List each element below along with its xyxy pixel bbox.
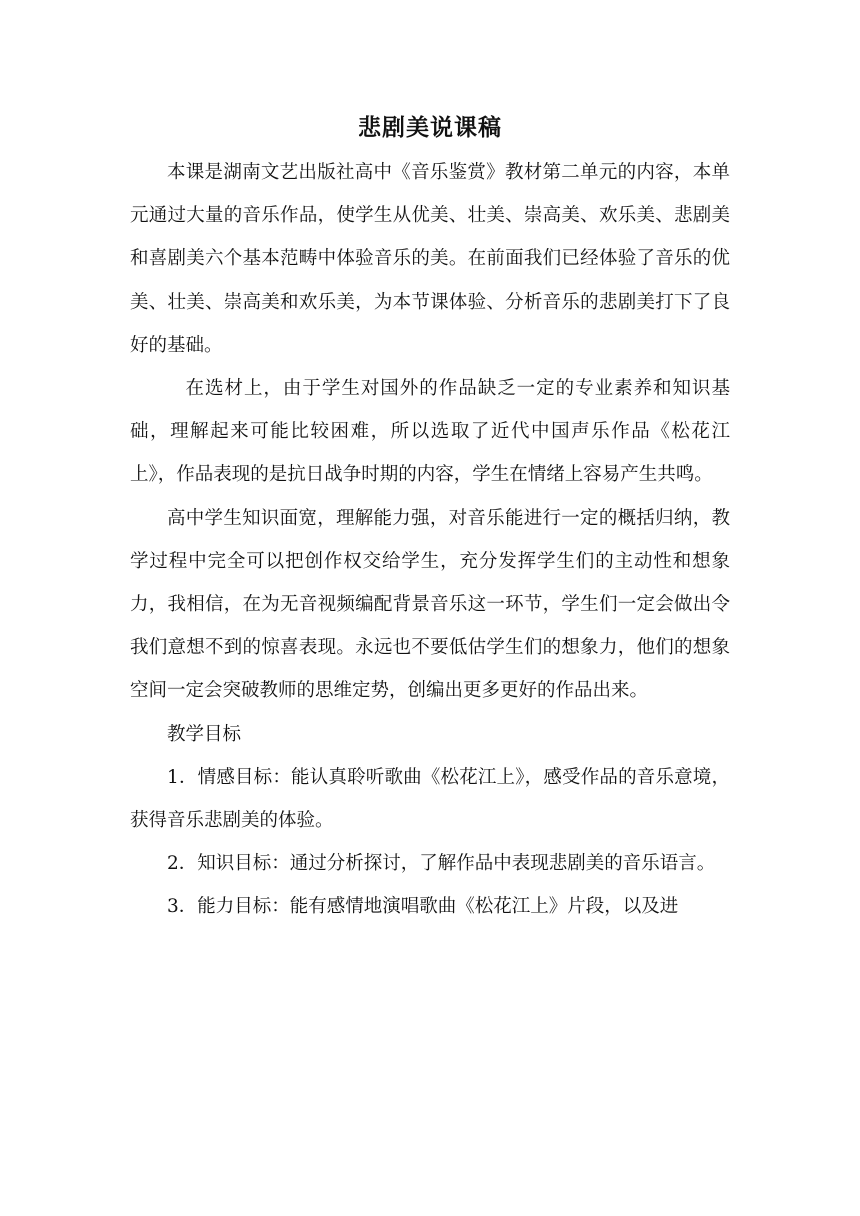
- paragraph-student-analysis: 高中学生知识面宽，理解能力强，对音乐能进行一定的概括归纳，教学过程中完全可以把创作权交给学生，充分发挥学生们的主动性和想象力，我相信，在为无音视频编配背景音乐这一环节，学生们一定会做出令我们意想不到的惊喜表现。永远也不要低估学生们的想象力，他们的想象空间一定会突破教师的思维定势，创编出更多更好的作品出来。: [130, 507, 730, 702]
- document-body: [130, 151, 730, 929]
- paragraph-material-choice: 在选材上，由于学生对国外的作品缺乏一定的专业素养和知识基础，理解起来可能比较困难，所以选取了近代中国声乐作品《松花江上》，作品表现的是抗日战争时期的内容，学生在情绪上容易产生共鸣。: [130, 378, 730, 486]
- section-heading-teaching-goals: 教学目标: [167, 723, 242, 745]
- goal-item-ability: 3．能力目标：能有感情地演唱歌曲《松花江上》片段，以及进: [167, 896, 679, 918]
- goal-item-emotion: 1．情感目标：能认真聆听歌曲《松花江上》，感受作品的音乐意境，获得音乐悲剧美的体验。: [130, 766, 730, 832]
- document-title: 悲剧美说课稿: [358, 114, 502, 141]
- goal-item-knowledge: 2．知识目标：通过分析探讨，了解作品中表现悲剧美的音乐语言。: [167, 853, 716, 875]
- paragraph-intro: 本课是湖南文艺出版社高中《音乐鉴赏》教材第二单元的内容，本单元通过大量的音乐作品，使学生从优美、壮美、崇高美、欢乐美、悲剧美和喜剧美六个基本范畴中体验音乐的美。在前面我们已经体验了音乐的优美、壮美、崇高美和欢乐美，为本节课体验、分析音乐的悲剧美打下了良好的基础。: [130, 162, 730, 356]
